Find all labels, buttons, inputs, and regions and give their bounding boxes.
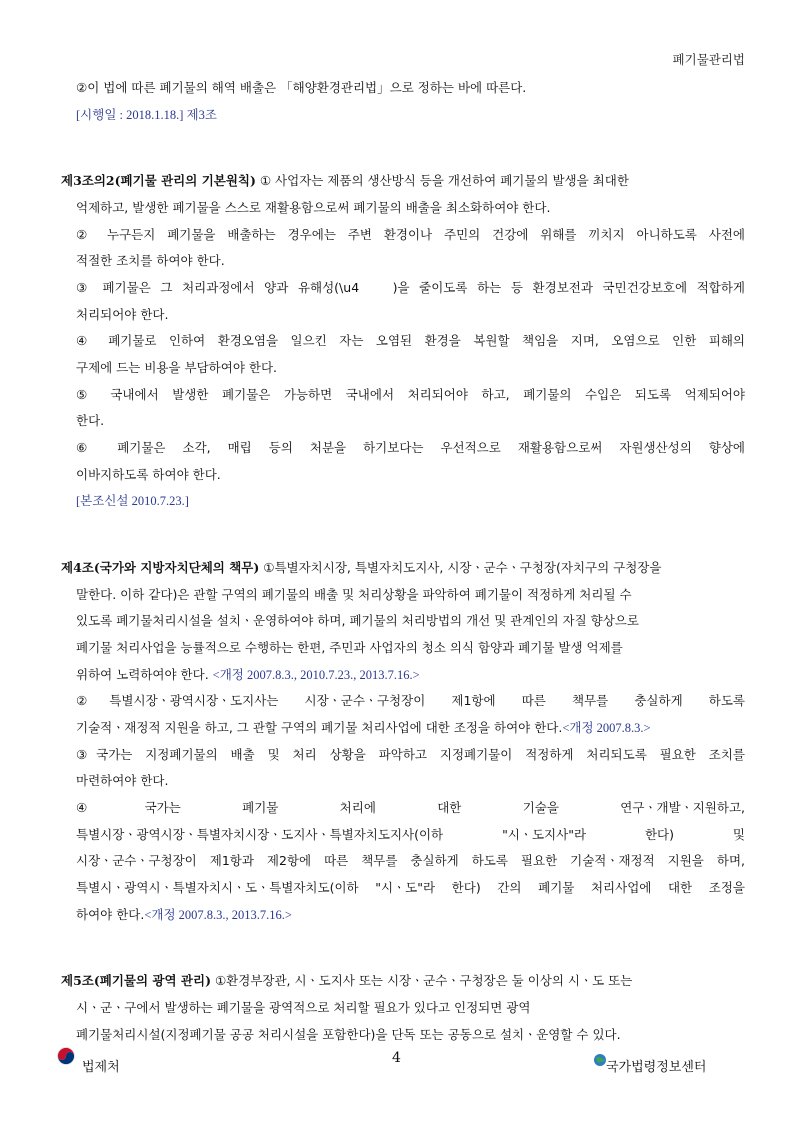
art3-2-line-12: 이바지하도록 하여야 한다.: [76, 467, 221, 482]
art3-2-line-11: ⑥ 폐기물은 소각, 매립 등의 처분을 하기보다는 우선적으로 재활용함으로써 자원생산성의 향상에: [76, 440, 745, 455]
art5-line-2: 시ㆍ군ㆍ구에서 발생하는 폐기물을 광역적으로 처리할 필요가 있다고 인정되면 광역: [76, 1000, 531, 1015]
art3-paragraph-2: ②이 법에 따른 폐기물의 해역 배출은 「해양환경관리법」으로 정하는 바에 따른다.: [76, 80, 527, 95]
art4-amend-note-1: <개정 2007.8.3., 2010.7.23., 2013.7.16.>: [212, 668, 420, 682]
art3-2-heading: 제3조의2(폐기물 관리의 기본원칙): [61, 173, 256, 188]
art4-line-8: ③국가는 지정폐기물의 배출 및 처리 상황을 파악하고 지정폐기물이 적정하게 처리되도록 필요한 조치를: [76, 747, 745, 762]
art4-line-7: [76, 720, 651, 736]
footer-source: 국가법령정보센터: [606, 1060, 707, 1075]
art4-line-4: 폐기물 처리사업을 능률적으로 수행하는 한편, 주민과 사업자의 청소 의식 함양과 폐기물 발생 억제를: [76, 640, 623, 655]
art3-amend-note: [시행일 : 2018.1.18.] 제3조: [76, 108, 217, 122]
art4-line-10: ④국가는 폐기물 처리에 대한 기술을 연구ㆍ개발ㆍ지원하고,: [76, 800, 745, 815]
art4-line-1: [61, 560, 661, 576]
art4-line-9: 마련하여야 한다.: [76, 773, 169, 788]
art4-line-14: [76, 907, 292, 923]
art4-line-6: ②특별시장ㆍ광역시장ㆍ도지사는 시장ㆍ군수ㆍ구청장이 제1항에 따른 책무를 충실하게 하도록: [76, 693, 745, 708]
art4-text-14: 하여야 한다.: [76, 907, 145, 922]
art3-2-line-3: ② 누구든지 폐기물을 배출하는 경우에는 주변 환경이나 주민의 건강에 위해를 끼치지 아니하도록 사전에: [76, 227, 745, 242]
art3-2-line-7: ④ 폐기물로 인하여 환경오염을 일으킨 자는 오염된 환경을 복원할 책임을 지며, 오염으로 인한 피해의: [76, 333, 745, 348]
art4-text-5: 위하여 노력하여야 한다.: [76, 667, 213, 682]
art3-2-text-1: ① 사업자는 제품의 생산방식 등을 개선하여 폐기물의 발생을 최대한: [255, 173, 629, 188]
art4-line-13: 특별시ㆍ광역시ㆍ특별자치시ㆍ도ㆍ특별자치도(이하 "시ㆍ도"라 한다) 간의 폐기물 처리사업에 대한 조정을: [76, 880, 745, 895]
art3-2-line-6: 처리되어야 한다.: [76, 307, 169, 322]
art4-line-11: 특별시장ㆍ광역시장ㆍ특별자치시장ㆍ도지사ㆍ특별자치도지사(이하 "시ㆍ도지사"라 한다) 및: [76, 827, 745, 842]
art4-line-2: 말한다. 이하 같다)은 관할 구역의 폐기물의 배출 및 처리상황을 파악하여 폐기물이 적정하게 처리될 수: [76, 587, 632, 602]
globe-icon: [593, 1053, 607, 1067]
page-number: 4: [392, 1050, 401, 1066]
art5-text-1: ①환경부장관, 시ㆍ도지사 또는 시장ㆍ군수ㆍ구청장은 둘 이상의 시ㆍ도 또는: [210, 973, 633, 988]
art4-line-12: 시장ㆍ군수ㆍ구청장이 제1항과 제2항에 따른 책무를 충실하게 하도록 필요한 기술적ㆍ재정적 지원을 하며,: [76, 853, 745, 868]
art4-text-1: ①특별자치시장, 특별자치도지사, 시장ㆍ군수ㆍ구청장(자치구의 구청장을: [259, 560, 662, 575]
art3-2-line-2: 억제하고, 발생한 폐기물을 스스로 재활용함으로써 폐기물의 배출을 최소화하여야 한다.: [76, 200, 551, 215]
art3-2-line-1: [61, 173, 629, 189]
art3-2-line-9: ⑤ 국내에서 발생한 폐기물은 가능하면 국내에서 처리되어야 하고, 폐기물의 수입은 되도록 억제되어야: [76, 387, 745, 402]
art3-2-amend-note: [본조신설 2010.7.23.]: [76, 494, 189, 508]
art3-2-line-8: 구제에 드는 비용을 부담하여야 한다.: [76, 360, 277, 375]
art4-line-5: [76, 667, 420, 683]
art4-heading: 제4조(국가와 지방자치단체의 책무): [61, 560, 260, 575]
art3-2-line-5: ③ 폐기물은 그 처리과정에서 양과 유해성(\u4 )을 줄이도록 하는 등 환경보전과 국민건강보호에 적합하게: [76, 280, 745, 295]
art4-text-7: 기술적ㆍ재정적 지원을 하고, 그 관할 구역의 폐기물 처리사업에 대한 조정을 하여야 한다.: [76, 720, 563, 735]
art3-2-line-4: 적절한 조치를 하여야 한다.: [76, 253, 225, 268]
art5-line-1: [61, 973, 632, 989]
art5-line-3: 폐기물처리시설(지정폐기물 공공 처리시설을 포함한다)을 단독 또는 공동으로 설치ㆍ운영할 수 있다.: [76, 1027, 621, 1042]
art3-2-line-10: 한다.: [76, 413, 105, 428]
running-header: 폐기물관리법: [672, 52, 745, 67]
art5-heading: 제5조(폐기물의 광역 관리): [61, 973, 211, 988]
footer-publisher: 법제처: [82, 1060, 120, 1075]
art4-line-3: 있도록 폐기물처리시설을 설치ㆍ운영하여야 하며, 폐기물의 처리방법의 개선 및 관계인의 자질 향상으로: [76, 613, 639, 628]
art4-amend-note-3: <개정 2007.8.3., 2013.7.16.>: [144, 908, 292, 922]
art4-amend-note-2: <개정 2007.8.3.>: [562, 721, 651, 735]
